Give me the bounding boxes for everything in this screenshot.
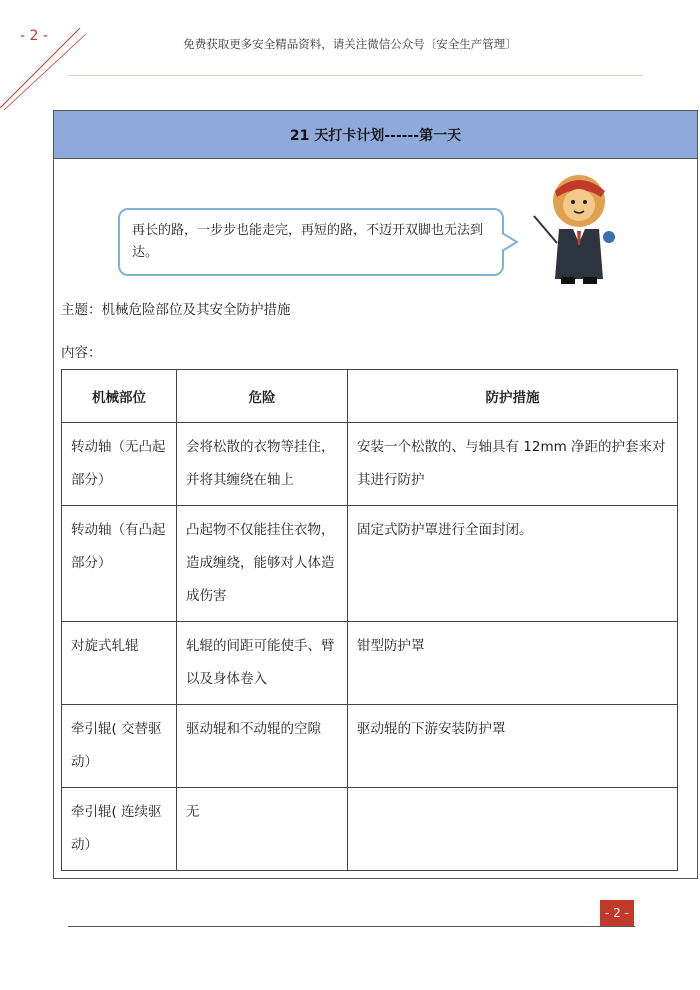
cell-protection: 驱动辊的下游安装防护罩 [348,705,678,788]
table-row [62,705,678,788]
cell-hazard: 凸起物不仅能挂住衣物，造成缠绕，能够对人体造成伤害 [177,506,348,622]
header-machine-part: 机械部位 [62,370,177,423]
cell-part: 转动轴（有凸起部分） [62,506,177,622]
table-row [62,622,678,705]
cell-protection: 安装一个松散的、与轴具有 12mm 净距的护套来对其进行防护 [348,423,678,506]
hazard-table [61,369,678,871]
content-label: 内容： [61,345,102,361]
cell-hazard: 无 [177,788,348,871]
content-frame [53,110,698,879]
footer-divider [68,926,635,927]
cell-part: 牵引辊( 连续驱动） [62,788,177,871]
cell-hazard: 会将松散的衣物等挂住，并将其缠绕在轴上 [177,423,348,506]
lion-mascot-icon [529,171,629,286]
header-divider [68,75,643,76]
corner-decoration [0,0,90,110]
header-notice: 免费获取更多安全精品资料，请关注微信公众号〔安全生产管理〕 [183,37,517,51]
cell-protection: 固定式防护罩进行全面封闭。 [348,506,678,622]
cell-part: 转动轴（无凸起部分） [62,423,177,506]
table-row [62,423,678,506]
topic-line: 主题：机械危险部位及其安全防护措施 [61,302,291,318]
page-number-top: - 2 - [20,28,48,44]
table-row [62,506,678,622]
bubble-tail-icon [499,231,519,253]
page-number-bottom: - 2 - [600,900,634,926]
table-row [62,788,678,871]
header-protection: 防护措施 [348,370,678,423]
table-header-row [62,370,678,423]
cell-protection [348,788,678,871]
speech-bubble: 再长的路，一步步也能走完，再短的路，不迈开双脚也无法到达。 [118,208,504,276]
cell-hazard: 驱动辊和不动辊的空隙 [177,705,348,788]
cell-part: 对旋式轧辊 [62,622,177,705]
cell-hazard: 轧辊的间距可能使手、臂以及身体卷入 [177,622,348,705]
page-title: 21 天打卡计划------第一天 [54,111,697,159]
cell-protection: 钳型防护罩 [348,622,678,705]
header-hazard: 危险 [177,370,348,423]
cell-part: 牵引辊( 交替驱动） [62,705,177,788]
